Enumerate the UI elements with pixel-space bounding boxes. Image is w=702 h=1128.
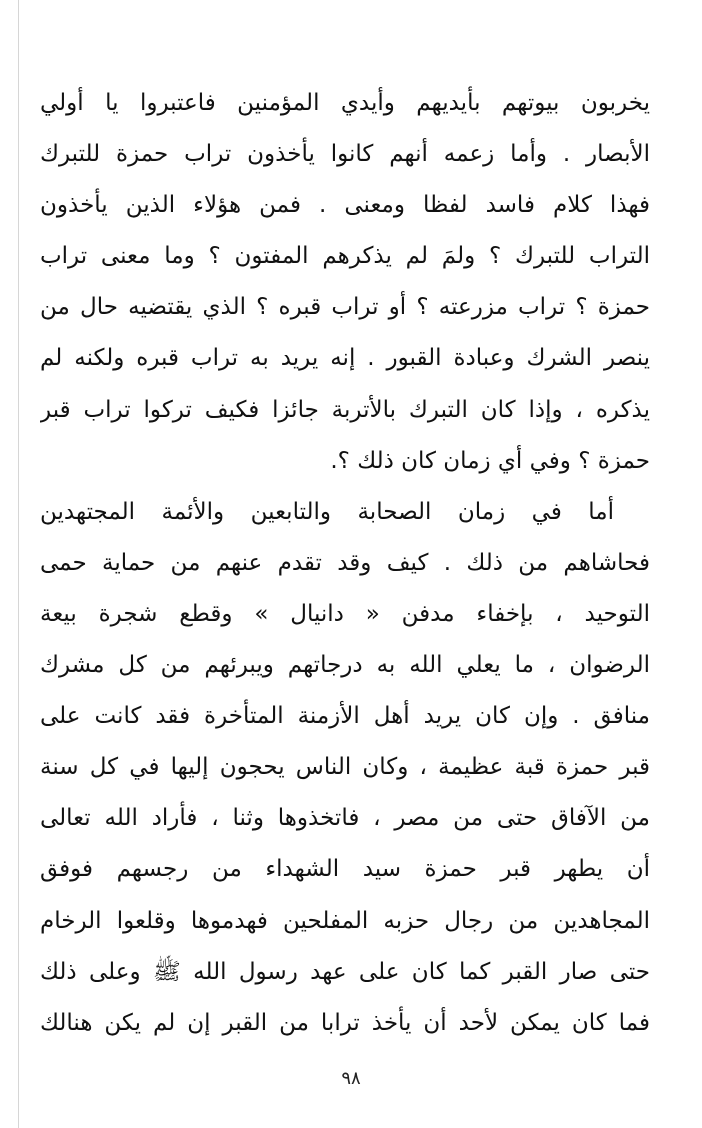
text-line: قبر حمزة قبة عظيمة ، وكان الناس يحجون إليها في كل سنة [40, 754, 650, 781]
text-line: فما كان يمكن لأحد أن يأخذ ترابا من القبر إن لم يكن هنالك [40, 1009, 650, 1036]
text-line: يخربون بيوتهم بأيديهم وأيدي المؤمنين فاعتبروا يا أولي [40, 90, 650, 116]
text-line: من الآفاق حتى من مصر ، فاتخذوها وثنا ، فأراد الله تعالى [40, 805, 650, 832]
text-line: التوحيد ، بإخفاء مدفن « دانيال » وقطع شجرة بيعة [40, 600, 650, 627]
text-line: حتى صار القبر كما كان على عهد رسول الله ﷺ وعلى ذلك [40, 958, 650, 985]
text-line: أن يطهر قبر حمزة سيد الشهداء من رجسهم فوفق [40, 856, 650, 883]
text-line: التراب للتبرك ؟ ولمَ لم يذكرهم المفتون ؟ وما معنى تراب [40, 243, 650, 270]
body-text [40, 78, 650, 1049]
text-line: الرضوان ، ما يعلي الله به درجاتهم ويبرئهم من كل مشرك [40, 652, 650, 679]
text-line: الأبصار . وأما زعمه أنهم كانوا يأخذون تراب حمزة للتبرك [40, 141, 650, 168]
text-line: فحاشاهم من ذلك . كيف وقد تقدم عنهم من حماية حمى [40, 549, 650, 576]
text-line: حمزة ؟ تراب مزرعته ؟ أو تراب قبره ؟ الذي يقتضيه حال من [40, 294, 650, 321]
page-edge-shadow [18, 0, 19, 1128]
text-line: منافق . وإن كان يريد أهل الأزمنة المتأخرة فقد كانت على [40, 703, 650, 730]
text-line: ينصر الشرك وعبادة القبور . إنه يريد به تراب قبره ولكنه لم [40, 345, 650, 372]
paragraph-end-line: حمزة ؟ وفي أي زمان كان ذلك ؟. [330, 447, 650, 474]
paragraph-start-line: أما في زمان الصحابة والتابعين والأئمة المجتهدين [40, 498, 614, 525]
text-line: يذكره ، وإذا كان التبرك بالأتربة جائزا فكيف تركوا تراب قبر [40, 396, 650, 423]
page-number: ٩٨ [341, 1068, 361, 1089]
text-line: فهذا كلام فاسد لفظا ومعنى . فمن هؤلاء الذين يأخذون [40, 192, 650, 219]
text-line: المجاهدين من رجال حزبه المفلحين فهدموها وقلعوا الرخام [40, 907, 650, 934]
